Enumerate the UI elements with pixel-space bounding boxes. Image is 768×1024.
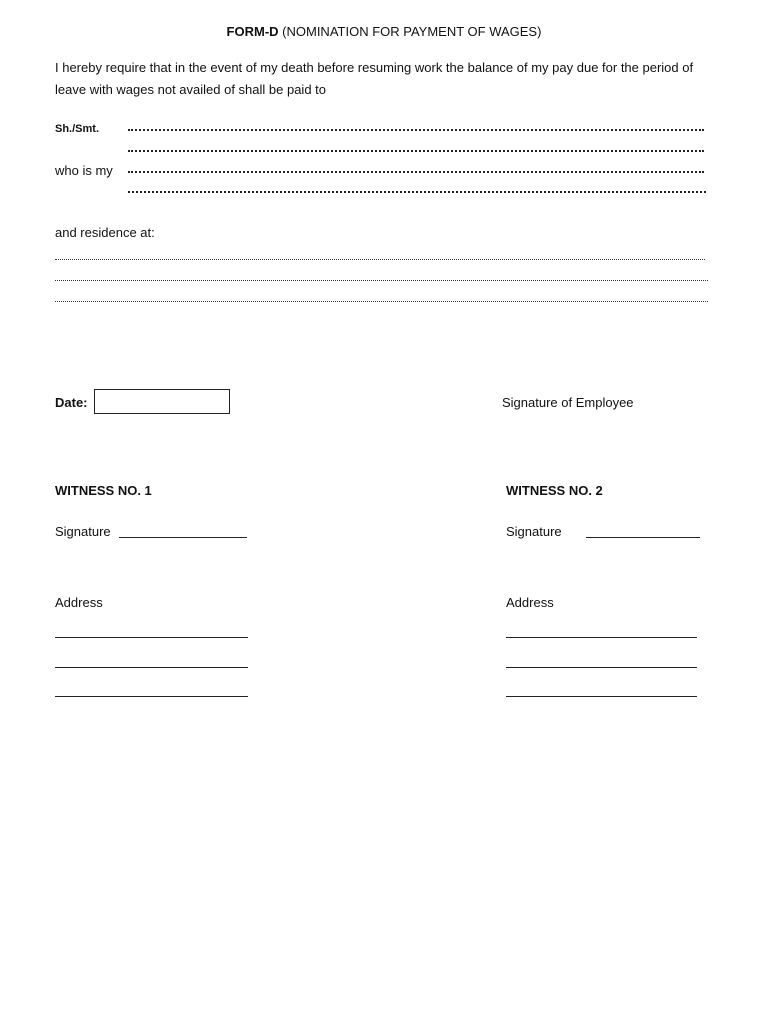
- witness-2-heading: WITNESS NO. 2: [506, 483, 603, 498]
- witness-1-address-line-3[interactable]: [55, 696, 248, 697]
- witness-2-signature-label: Signature: [506, 524, 562, 539]
- relation-line-2[interactable]: [128, 191, 706, 193]
- residence-line-2[interactable]: [55, 280, 708, 281]
- witness-1-address-line-2[interactable]: [55, 667, 248, 668]
- witness-1-address-label: Address: [55, 595, 103, 610]
- witness-1-signature-line[interactable]: [119, 537, 247, 538]
- residence-line-1[interactable]: [55, 259, 705, 260]
- name-label: Sh./Smt.: [55, 123, 100, 135]
- residence-line-3[interactable]: [55, 301, 708, 302]
- form-title-code: FORM-D: [226, 24, 279, 39]
- witness-1-signature-label: Signature: [55, 524, 111, 539]
- relation-label: who is my: [55, 163, 113, 178]
- date-label: Date:: [55, 395, 88, 410]
- name-line-2[interactable]: [128, 150, 704, 152]
- residence-label: and residence at:: [55, 225, 155, 240]
- date-field[interactable]: [94, 389, 230, 414]
- intro-paragraph: I hereby require that in the event of my death before resuming work the balance of my pay due for the period of leave with wages not availed of shall be paid to: [55, 60, 694, 97]
- name-line-1[interactable]: [128, 129, 704, 131]
- form-title: [0, 24, 768, 39]
- witness-2-signature-line[interactable]: [586, 537, 700, 538]
- witness-1-address-line-1[interactable]: [55, 637, 248, 638]
- employee-signature-label: Signature of Employee: [502, 395, 634, 410]
- form-title-text: (NOMINATION FOR PAYMENT OF WAGES): [278, 24, 542, 39]
- witness-2-address-label: Address: [506, 595, 554, 610]
- witness-1-heading: WITNESS NO. 1: [55, 483, 152, 498]
- witness-2-address-line-3[interactable]: [506, 696, 697, 697]
- relation-line-1[interactable]: [128, 171, 704, 173]
- witness-2-address-line-1[interactable]: [506, 637, 697, 638]
- witness-2-address-line-2[interactable]: [506, 667, 697, 668]
